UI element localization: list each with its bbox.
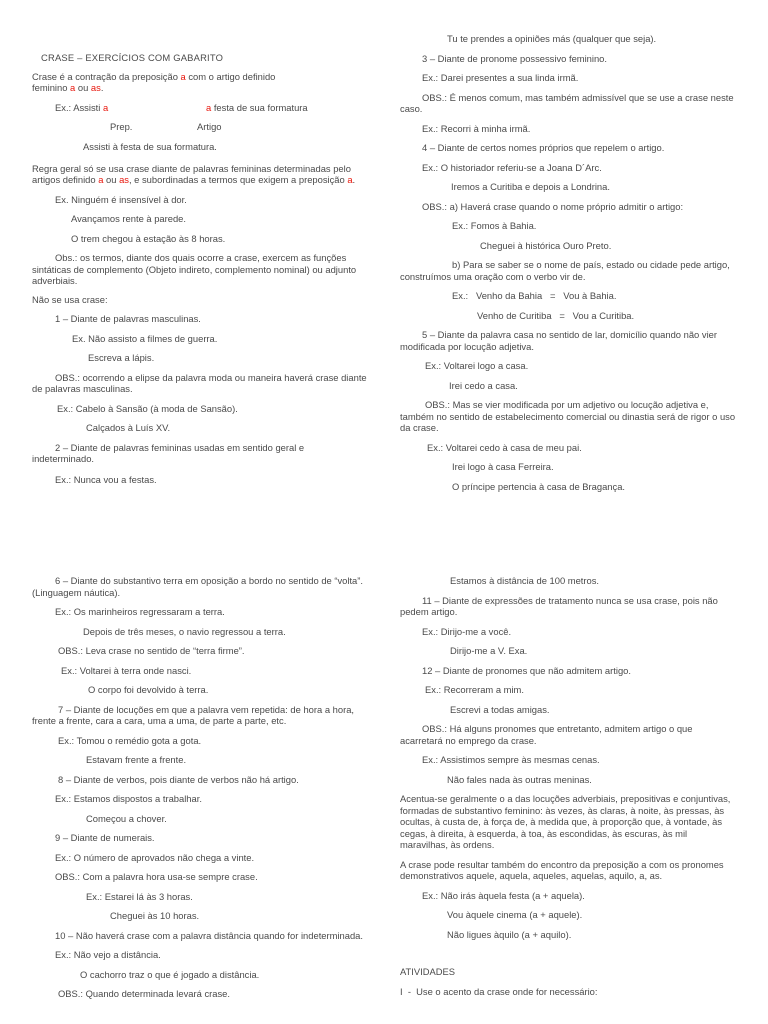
example-line: Ex.: Voltarei cedo à casa de meu pai. <box>427 441 582 453</box>
example-line: Ex.: Estarei lá às 3 horas. <box>86 890 193 902</box>
rule-item: 4 – Diante de certos nomes próprios que repelem o artigo. <box>422 142 665 153</box>
rule-item: 5 – Diante da palavra casa no sentido de lar, domicílio quando não vier modificada por locução adjetiva. <box>400 329 717 352</box>
example-line: Ex.: O número de aprovados não chega a vinte. <box>55 851 255 863</box>
example-line: Cheguei à histórica Ouro Preto. <box>480 239 612 251</box>
example-assisti: Ex.: Assisti a a festa de sua formatura <box>55 101 308 113</box>
example-line: Não fales nada às outras meninas. <box>447 773 592 785</box>
example-line: Irei logo à casa Ferreira. <box>452 461 554 472</box>
example-line: Ex. Ninguém é insensível à dor. <box>55 193 187 205</box>
example-line: Irei cedo a casa. <box>449 379 518 391</box>
rule-item: 7 – Diante de locuções em que a palavra vem repetida: de hora a hora, frente a frente, cara a cara, uma a uma, de parte a parte, etc. <box>32 703 355 726</box>
paragraph: Acentua-se geralmente o a das locuções adverbiais, prepositivas e conjuntivas, formadas de substantivo feminino: às vezes, às claras, à noite, às pressas, às ocultas, à custa de, à força de, à medida que, à proporção que, à vontade, às cegas, à direita, à esquerda, à toa, às escondidas, às escuras, às mil maravilhas, às ordens. <box>400 793 731 850</box>
section-heading: ATIVIDADES <box>400 966 456 977</box>
example-line: Dirijo-me a V. Exa. <box>450 645 528 656</box>
rule-item: 2 – Diante de palavras femininas usadas em sentido geral e indeterminado. <box>32 441 305 464</box>
example-line: Ex.: Recorreram a mim. <box>425 684 524 695</box>
example-line: Ex.: Recorri à minha irmã. <box>422 122 531 134</box>
observation: OBS.: ocorrendo a elipse da palavra moda ou maneira haverá crase diante de palavras masculinas. <box>32 371 367 394</box>
rule-item: 6 – Diante do substantivo terra em oposição a bordo no sentido de “volta”. (Linguagem náutica). <box>32 575 363 598</box>
example-line: Escreva a lápis. <box>88 352 155 363</box>
example-line: Ex.: Nunca vou a festas. <box>55 473 157 485</box>
example-line: Ex.: Não vejo a distância. <box>55 949 161 960</box>
observation: OBS.: a) Haverá crase quando o nome próprio admitir o artigo: <box>422 200 684 212</box>
observation: OBS.: É menos comum, mas também admissível que se use a crase neste caso. <box>400 91 734 114</box>
example-line: Ex.: Dirijo-me a você. <box>422 625 512 637</box>
example-line: Ex.: Cabelo à Sansão (à moda de Sansão). <box>57 402 238 414</box>
rule-item: 8 – Diante de verbos, pois diante de verbos não há artigo. <box>58 773 299 785</box>
observation: OBS.: Com a palavra hora usa-se sempre crase. <box>55 871 258 882</box>
example-line: Escrevi a todas amigas. <box>450 703 550 715</box>
page2-left-column <box>32 575 368 1000</box>
example-line: Venho de Curitiba = Vou a Curitiba. <box>477 309 635 321</box>
rule-item: 10 – Não haverá crase com a palavra distância quando for indeterminada. <box>55 929 363 941</box>
example-result: Assisti à festa de sua formatura. <box>83 141 217 152</box>
observation: OBS.: Leva crase no sentido de “terra firme”. <box>58 645 245 656</box>
example-line: Cheguei às 10 horas. <box>110 910 200 921</box>
example-line: Ex.: Os marinheiros regressaram a terra. <box>55 606 225 617</box>
example-line: Ex.: Fomos à Bahia. <box>452 220 537 231</box>
rule-item: 1 – Diante de palavras masculinas. <box>55 313 201 324</box>
paragraph: A crase pode resultar também do encontro da preposição a com os pronomes demonstrativos aquele, aquela, aqueles, aquelas, aquilo, a, as. <box>400 858 724 881</box>
example-line: Ex. Não assisto a filmes de guerra. <box>72 332 218 344</box>
section-heading: Não se usa crase: <box>32 293 108 305</box>
example-line: O corpo foi devolvido à terra. <box>88 684 209 695</box>
example-line: Ex.: Voltarei à terra onde nasci. <box>61 664 192 676</box>
example-line: Depois de três meses, o navio regressou a terra. <box>83 625 286 637</box>
example-line: Avançamos rente à parede. <box>71 213 187 224</box>
observation: b) Para se saber se o nome de país, estado ou cidade pede artigo, construímos uma oração com o verbo vir de. <box>400 259 730 282</box>
observation: OBS.: Há alguns pronomes que entretanto, admitem artigo o que acarretará no emprego da crase. <box>400 723 693 746</box>
example-line: Estavam frente a frente. <box>86 754 187 765</box>
example-line: Estamos à distância de 100 metros. <box>450 575 600 586</box>
definition: Crase é a contração da preposição a com o artigo definido feminino a ou as. <box>32 70 276 93</box>
example-line: O cachorro traz o que é jogado a distância. <box>80 968 260 980</box>
page-title: CRASE – EXERCÍCIOS COM GABARITO <box>41 52 224 63</box>
rule-item: 12 – Diante de pronomes que não admitem artigo. <box>422 664 631 676</box>
example-line: Não ligues àquilo (a + aquilo). <box>447 928 572 940</box>
rule-item: 9 – Diante de numerais. <box>55 832 155 843</box>
example-line: Iremos a Curitiba e depois a Londrina. <box>451 181 610 192</box>
observation: OBS.: Quando determinada levará crase. <box>58 988 230 999</box>
example-line: Tu te prendes a opiniões más (qualquer que seja). <box>447 33 657 44</box>
example-line: Ex.: Não irás àquela festa (a + aquela). <box>422 889 585 901</box>
page1-right-column <box>400 33 736 492</box>
example-line: Vou àquele cinema (a + aquele). <box>447 909 583 920</box>
rule-item: 11 – Diante de expressões de tratamento nunca se usa crase, pois não pedem artigo. <box>400 594 718 617</box>
activity-instruction: I - Use o acento da crase onde for necessário: <box>400 985 598 997</box>
example-line: Ex.: Darei presentes a sua linda irmã. <box>422 72 579 83</box>
observation: OBS.: Mas se vier modificada por um adjetivo ou locução adjetiva e, também no sentido de estabelecimento comercial ou dinastia será de rigor o uso da crase. <box>400 399 736 433</box>
example-line: Ex.: Voltarei logo a casa. <box>425 360 529 371</box>
example-line: Ex.: Venho da Bahia = Vou à Bahia. <box>452 290 617 301</box>
prep-artigo-labels: Prep. Artigo <box>110 121 222 132</box>
page1-left-column <box>32 52 368 485</box>
example-line: Ex.: Tomou o remédio gota a gota. <box>58 734 202 746</box>
example-line: Ex.: Estamos dispostos a trabalhar. <box>55 793 202 804</box>
example-line: Ex.: Assistimos sempre às mesmas cenas. <box>422 754 600 765</box>
rule-item: 3 – Diante de pronome possessivo feminino. <box>422 52 608 64</box>
example-line: O príncipe pertencia à casa de Bragança. <box>452 480 626 492</box>
general-rule: Regra geral só se usa crase diante de palavras femininas determinadas pelo artigos definido a ou as, e subordinadas a termos que exigem a preposição a. <box>32 162 356 185</box>
page2-right-column <box>400 575 736 997</box>
example-line: Começou a chover. <box>86 812 167 824</box>
example-line: Calçados à Luís XV. <box>86 422 171 433</box>
example-line: Ex.: O historiador referiu-se a Joana D´Arc. <box>422 161 602 173</box>
observation: Obs.: os termos, diante dos quais ocorre a crase, exercem as funções sintáticas de complemento (Objeto indireto, complemento nominal) ou adjunto adverbiais. <box>32 252 357 286</box>
example-line: O trem chegou à estação às 8 horas. <box>71 232 226 244</box>
